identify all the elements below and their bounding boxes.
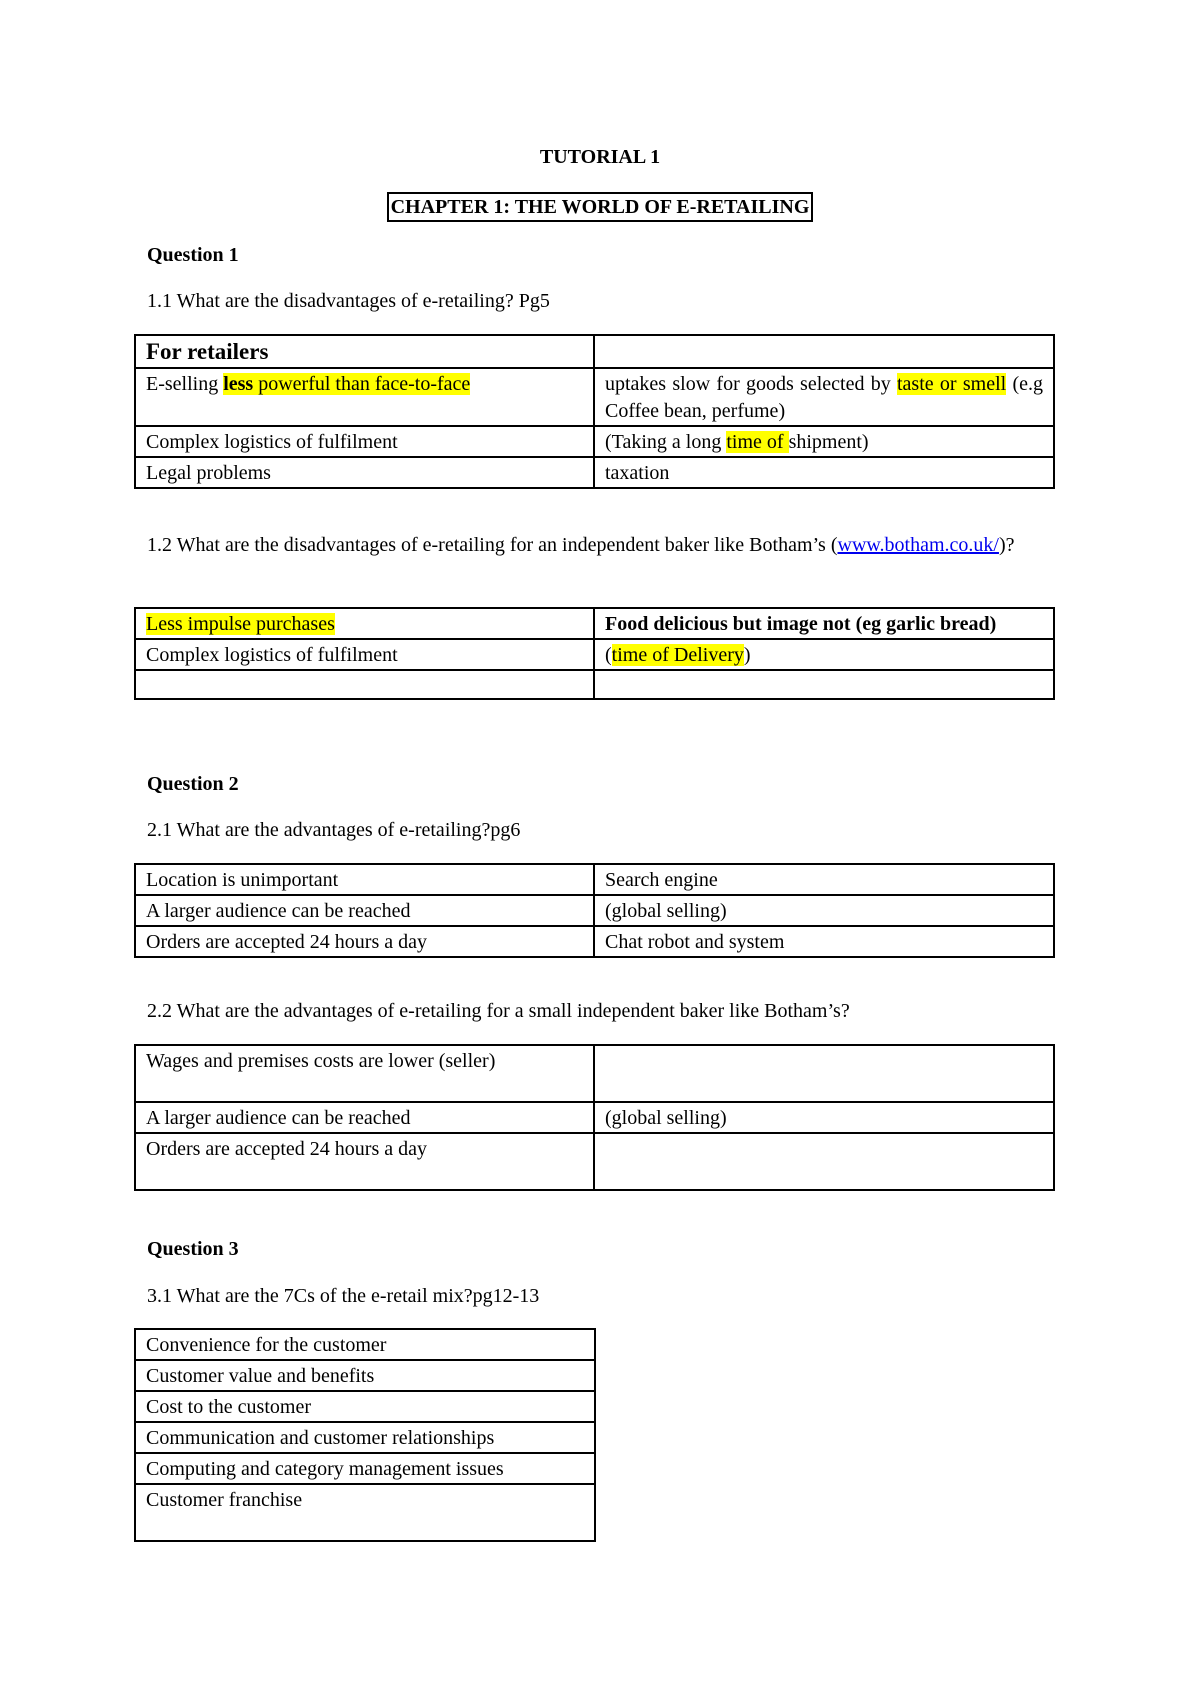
question-3-heading: Question 3 [147,1238,239,1260]
table-row [135,639,1054,670]
cell-text: uptakes slow for goods selected by [605,373,897,395]
table-cell: A larger audience can be reached [135,895,594,926]
table-cell [135,608,594,639]
highlighted-text: powerful than face-to-face [253,373,471,395]
table-cell: Location is unimportant [135,864,594,895]
table-cell: Customer franchise [135,1484,595,1541]
botham-link[interactable]: www.botham.co.uk/ [837,534,999,556]
table-row [135,335,1054,368]
table-cell [135,670,594,699]
table-cell [594,1045,1054,1102]
table-cell: Food delicious but image not (eg garlic bread) [594,608,1054,639]
table-cell [135,368,594,426]
question-1-heading: Question 1 [147,244,239,266]
table-cell: Complex logistics of fulfilment [135,426,594,457]
table-row [135,457,1054,488]
table-cell: (global selling) [594,1102,1054,1133]
table-row [135,426,1054,457]
table-row [135,670,1054,699]
highlighted-text: less [223,373,254,395]
table-row [135,1329,595,1360]
question-text: )? [998,534,1015,556]
table-cell: Legal problems [135,457,594,488]
table-row [135,368,1054,426]
table-row [135,1360,595,1391]
highlighted-text: time of Delivery [611,644,744,666]
table-advantages [134,863,1055,958]
table-cell: Communication and customer relationships [135,1422,595,1453]
cell-text: ( [605,644,612,666]
table-cell: (global selling) [594,895,1054,926]
question-2-heading: Question 2 [147,773,239,795]
document-title: TUTORIAL 1 [539,146,661,168]
table-cell: Orders are accepted 24 hours a day [135,926,594,957]
table-cell: Cost to the customer [135,1391,595,1422]
table-row [135,1422,595,1453]
table-cell: taxation [594,457,1054,488]
table-cell [594,335,1054,368]
highlighted-text: taste or smell [897,373,1007,395]
table-cell [594,1133,1054,1190]
header-for-retailers: For retailers [146,339,269,364]
table-row [135,1102,1054,1133]
highlighted-text: time of [726,431,789,453]
question-3-1: 3.1 What are the 7Cs of the e-retail mix?pg12-13 [147,1285,540,1307]
question-text: 1.2 What are the disadvantages of e-retailing for an independent baker like Botham’s ( [147,534,838,556]
table-cell: A larger audience can be reached [135,1102,594,1133]
question-1-2 [147,530,1063,560]
table-advantages-baker [134,1044,1055,1191]
cell-text: shipment) [788,431,869,453]
highlighted-text: Less impulse purchases [146,613,335,635]
table-row [135,1133,1054,1190]
chapter-heading-wrap [0,192,1200,222]
table-cell: Computing and category management issues [135,1453,595,1484]
table-cell: Search engine [594,864,1054,895]
table-row [135,864,1054,895]
table-row [135,608,1054,639]
table-cell: Orders are accepted 24 hours a day [135,1133,594,1190]
table-row [135,1391,595,1422]
table-7cs [134,1328,596,1542]
table-cell: Complex logistics of fulfilment [135,639,594,670]
table-row [135,926,1054,957]
question-2-1: 2.1 What are the advantages of e-retailing?pg6 [147,819,521,841]
table-row [135,1453,595,1484]
table-row [135,1484,595,1541]
table-row [135,895,1054,926]
question-2-2: 2.2 What are the advantages of e-retailing for a small independent baker like Botham’s? [147,1000,850,1022]
table-cell: Chat robot and system [594,926,1054,957]
cell-text: (e.g Coffee bean, perfume) [605,373,1043,422]
table-disadvantages-retailers [134,334,1055,489]
cell-text: (Taking a long [605,431,727,453]
question-1-1: 1.1 What are the disadvantages of e-retailing? Pg5 [147,290,550,312]
table-cell [594,368,1054,426]
table-row [135,1045,1054,1102]
table-cell [594,639,1054,670]
table-cell: Convenience for the customer [135,1329,595,1360]
table-cell [594,426,1054,457]
table-header-cell [135,335,594,368]
cell-text: ) [743,644,751,666]
table-cell [594,670,1054,699]
table-disadvantages-baker [134,607,1055,700]
table-cell: Customer value and benefits [135,1360,595,1391]
cell-text: E-selling [146,373,224,395]
table-cell: Wages and premises costs are lower (seller) [135,1045,594,1102]
chapter-heading: CHAPTER 1: THE WORLD OF E-RETAILING [387,192,814,222]
